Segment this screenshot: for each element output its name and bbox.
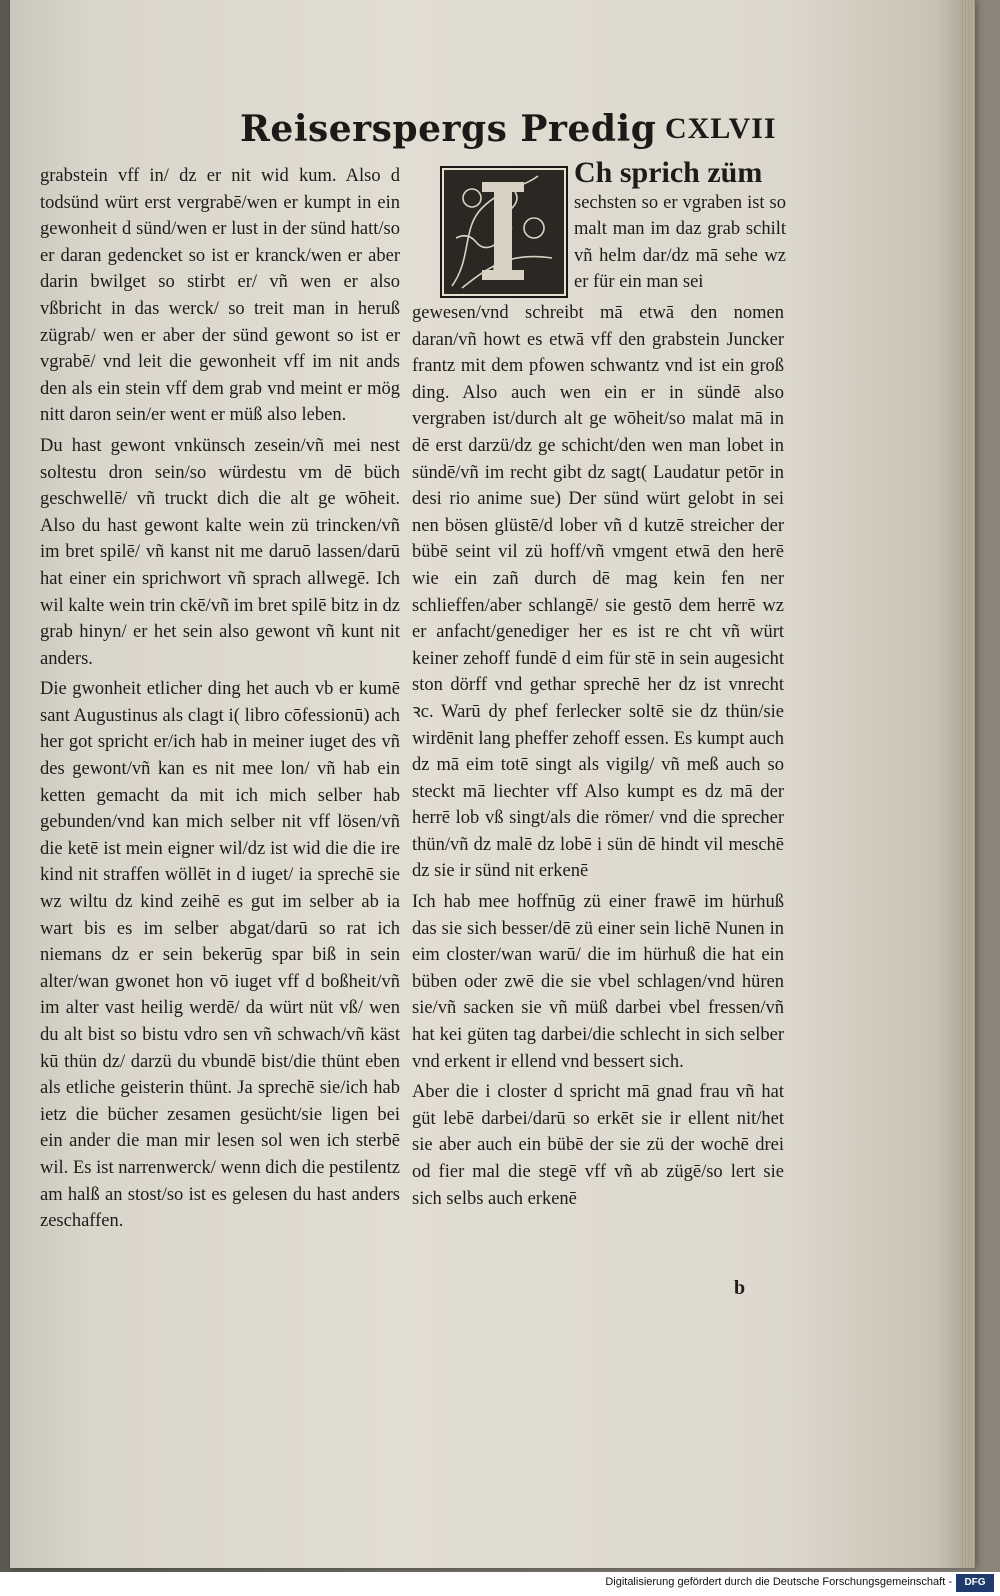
right-paragraph-2: Ich hab mee hoffnūg zü einer frawē im hürhuß das sie sich besser/dē zü einer sein lichē Nunen in eim closter/wan warū/ die im hürhuß die hat ein büben oder zwē die sie vbel schlagen/vnd hüren sie/vñ sacken sie vñ müß darbei vbel fressen/vñ hat kei güten tag darbei/die schlecht in sich selber vnd erkent ir ellend vnd bessert sich. <box>412 892 784 1072</box>
running-title: Reiserspergs Predig <box>240 108 657 150</box>
lead-small-lines: sechsten so er vgraben ist so malt man im daz grab schilt vñ helm dar/dz mā sehe wz er für ein man sei <box>574 193 786 293</box>
right-paragraph-3: Aber die i closter d spricht mā gnad frau vñ hat güt lebē darbei/darū so erkēt sie ir ellent nit/het sie aber auch ein bübē der sie zü der wochē drei od fier mal die stegē vff vñ ab zügē/so lert sie sich selbs auch erkenē <box>412 1082 784 1209</box>
woodcut-initial-icon <box>440 166 568 298</box>
dfg-logo-icon: DFG <box>956 1574 994 1592</box>
left-paragraph-3: Die gwonheit etlicher ding het auch vb er kumē sant Augustinus als clagt i( libro cōfessionū) ach her got spricht er/ich hab in meiner iuget des vñ des gewont/vñ kan es nit mee lon/ vñ hab ein ketten gemacht da mit ich mich selber hab gebunden/vnd kan mich selber nit vff lösen/vñ die ketē ist mein eigner wil/dz ist wid die die ire kind nit straffen wöllēt in d iuget/ ia sprechē sie wz wiltu dz kind zeihē es gut im selber ab ia wart bis es im selber abgat/darū so rat ich niemans dz er sein bekerūg spar biß in sein alter/wan gwonet hon vō iuget vff d boßheit/vñ im alter vast heilig werdē/ da würt nüt vß/ wen du alt bist so bistu vdro sen vñ schwach/vñ käst kū thün dz/ darzü du vbundē bist/die thünt eben als etliche geisterin thünt. Ja sprechē sie/ich hab ietz die bücher zesamen gesücht/sie ligen bei ein ander die man mir lesen sol wen ich sterbē wil. Es ist narrenwerck/ wenn dich die pestilentz am halß an stost/so ist es gelesen du hast anders zeschaffen. <box>40 679 400 1232</box>
left-column <box>40 163 400 1235</box>
right-lead-text <box>574 156 786 296</box>
signature-mark: b <box>734 1277 746 1299</box>
right-column <box>412 300 784 1212</box>
lead-big-line: Ch sprich züm <box>574 156 763 189</box>
left-paragraph-1: grabstein vff in/ dz er nit wid kum. Also d todsünd würt erst vergrabē/wen er kumpt in ein gewonheit d sünd/wen er lust in der sünd hatt/so er daran gedencket so ist er kranck/wen er aber darin bwilget so stirbt er/ vñ wen er also vßbricht in das werck/ so treit man in heruß zügrab/ wen er aber der sünd gewont so ist er vgrabē/ vnd leit die gewonheit vff im nit ands den als ein stein vff dem grab vnd meint er mög nitt daron sein/er went er müß also leben. <box>40 166 400 426</box>
funding-credit: Digitalisierung gefördert durch die Deutsche Forschungsgemeinschaft - <box>605 1576 952 1588</box>
folio-number: CXLVII <box>665 112 777 145</box>
page-edge <box>961 0 975 1568</box>
left-paragraph-2: Du hast gewont vnkünsch zesein/vñ mei nest soltestu dron sein/so würdestu vm dē büch geschwellē/ vñ truckt dich die alt ge wōheit. Also du hast gewont kalte wein zü trincken/vñ im bret spilē/ vñ kanst nit me daruō lassen/darū hat einer ein sprichwort vñ sprach allwegē. Ich wil kalte wein trin ckē/vñ im bret spilē bitz in dz grab hinyn/ er het sein also gewont vñ kunt nit anders. <box>40 435 400 669</box>
right-paragraph-1: gewesen/vnd schreibt mā etwā den nomen daran/vñ howt es etwā vff den grabstein Juncker frantz mit dem pfowen schwantz vnd ist ein groß ding. Also auch wen ein er in sündē also vergraben ist/durch alt ge wōheit/so malat mā in dē erst darzü/dz ge schicht/den wen man lobet in sündē/vñ im recht gibt dz sagt( Laudatur petōr in desi rio anime sue) Der sünd würt gelobt in sei nen bösen glüstē/d lober vñ d kutzē streicher der bübē seint vil zü hoff/vñ vmgent etwā den herē wie ein zañ durch dē mag kein fen ner schlieffen/aber schlangē/ sie gestō dem herrē wz er anfacht/genediger her es ist re cht vñ würt keiner zehoff fundē d eim für stē in sein augesicht ston dörff vnd gethar sprechē her dz ist vnrecht ꝛc. Warū dy phef ferlecker soltē sie dz thün/sie wirdēnit lang pheffer zehoff essen. Es kumpt auch dz mā eim totē singt als vigilg/ vñ meß auch so steckt mā liechter vff Also kumpt es dz mā der herrē lob vß singt/als die römer/ vnd die sprecher thün/vñ dz malē dz lobē i sün dē hindt vil meschē dz sie ir sünd nit erkenē <box>412 303 784 882</box>
